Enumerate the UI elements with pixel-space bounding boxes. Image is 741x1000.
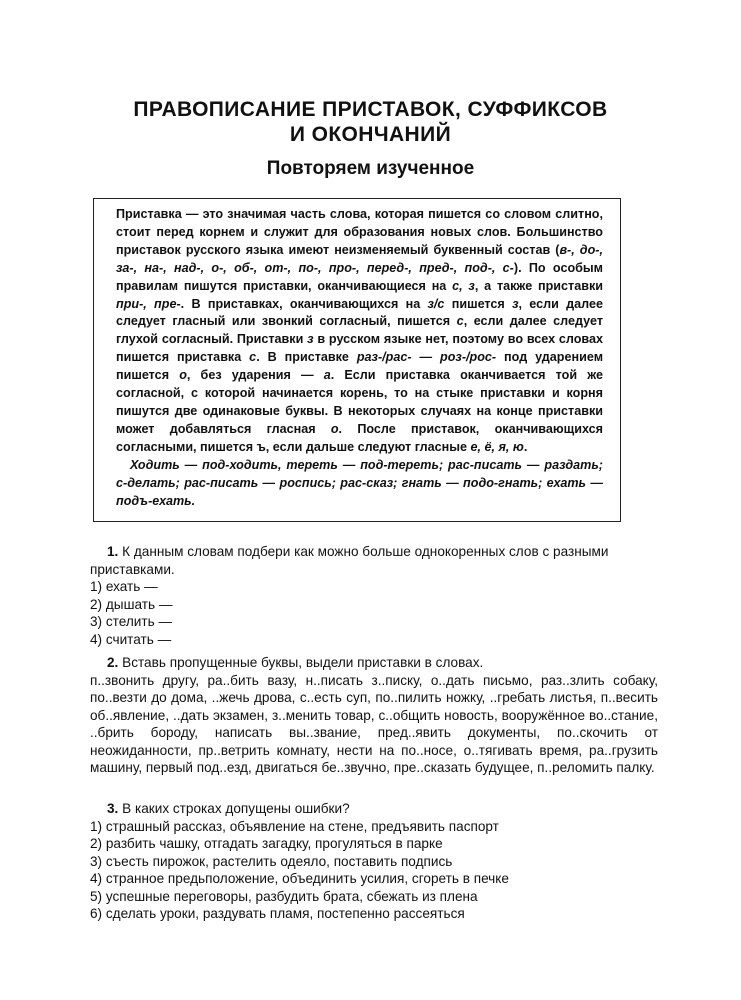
rule-text-part: . После приставок, оканчивающихся согласными, пишется ъ, если дальше следуют гласные — [116, 421, 603, 454]
task-number: 3. — [107, 801, 119, 816]
task-question-text: К данным словам подбери как можно больше однокоренных слов с разными приставками. — [90, 544, 609, 577]
list-item: 2) разбить чашку, отгадать загадку, прогуляться в парке — [90, 836, 443, 851]
rule-text-part: . В приставке — [256, 350, 357, 365]
prefix-list: при-, пре- — [116, 296, 181, 311]
rule-text-part: , если далее следует гласный или звонкий согласный, пишется — [116, 296, 604, 329]
rule-text-part: , если далее следует глухой согласный. Приставки — [116, 314, 603, 347]
task-items — [90, 578, 658, 648]
rule-text-part: под ударением пишется — [116, 350, 604, 383]
page-title-line-1: ПРАВОПИСАНИЕ ПРИСТАВОК, СУФФИКСОВ — [133, 98, 608, 121]
rule-text-part: ). По особым правилам пишутся приставки, оканчивающиеся на — [116, 260, 603, 293]
list-item: 4) считать — — [90, 631, 172, 647]
list-item: 2) дышать — — [90, 596, 173, 612]
task-question — [90, 543, 658, 578]
rule-text-part: в русском языке нет, поэтому во всех словах пишется приставка — [116, 332, 603, 365]
section-subtitle: Повторяем изученное — [266, 158, 475, 179]
task-number: 2. — [107, 655, 119, 670]
rule-text-part: , а также приставки — [474, 278, 603, 293]
list-item: 1) ехать — — [90, 579, 158, 594]
list-item: 3) стелить — — [90, 614, 173, 629]
list-item: 3) съесть пирожок, растелить одеяло, поставить подпись — [90, 853, 453, 869]
task-3 — [90, 800, 658, 923]
task-question-text: Вставь пропущенные буквы, выдели приставки в словах. — [122, 655, 484, 670]
list-item: 4) странное предьположение, объединить усилия, сгореть в печке — [90, 871, 509, 886]
list-item: 5) успешные переговоры, разбудить брата, сбежать из плена — [90, 888, 478, 904]
task-1 — [90, 543, 658, 648]
rule-text-part: . Если приставка оканчивается той же согласной, с которой начинается корень, то на стыке приставки и корня пишутся две одинаковые буквы. В некоторых случаях на конце приставки может добавляться гласная — [116, 368, 603, 436]
rule-examples: Ходить — под-ходить, тереть — под-тереть; рас-писать — раздать; с-делать; рас-писать — роспись; рас-сказ; гнать — подо-гнать; ехать — подъ-ехать. — [116, 457, 603, 508]
letter-highlight: о — [179, 368, 187, 383]
rule-text-part: Приставка — это значимая часть слова, которая пишется со словом слитно, стоит перед корнем и служит для образования новых слов. Большинство приставок русского языка имеют неизменяемый буквенный состав ( — [116, 207, 603, 257]
task-exercise-text: п..звонить другу, ра..бить вазу, н..писать з..писку, о..дать письмо, раз..злить собаку, по..везти до дома, ..жечь дрова, с..есть суп, по..пилить ножку, ..гребать листья, п..весить об..явление, ..дать экзамен, з..менить товар, с..общить новость, вооружённое во..стание, ..брить бороду, написать вы..звание, пред..явить документы, по..скочить от неожиданности, пр..ветрить комнату, нести на по..носе, о..тягивать время, ра..грузить машину, первый под..езд, двигаться бе..звучно, пре..сказать будущее, п..реломить палку. — [90, 672, 658, 775]
rule-text-part: пишется — [444, 296, 513, 311]
letter-highlight: о — [330, 421, 339, 436]
rule-text-part: . — [523, 439, 528, 454]
rule-text-part: , без ударения — — [186, 368, 324, 383]
letter-highlight: а — [323, 368, 331, 383]
task-question — [90, 800, 658, 818]
task-number: 1. — [107, 544, 119, 559]
task-items — [90, 818, 658, 923]
page-title-line-2: И ОКОНЧАНИЙ — [289, 123, 452, 146]
rule-box — [116, 206, 603, 510]
letter-highlight: з/с — [427, 296, 445, 311]
letter-highlight: с — [249, 350, 257, 365]
page-title — [0, 97, 741, 147]
letter-highlight: з — [307, 332, 314, 347]
prefix-list: раз-/рас- — роз-/рос- — [356, 350, 497, 365]
task-question-text: В каких строках допущены ошибки? — [122, 801, 350, 816]
task-question — [90, 654, 658, 672]
letter-highlight: с — [456, 314, 464, 329]
rule-text-part: . В приставках, оканчивающихся на — [180, 296, 428, 311]
list-item: 1) страшный рассказ, объявление на стене, предъявить паспорт — [90, 818, 499, 834]
letter-highlight: з — [512, 296, 519, 311]
task-2 — [90, 654, 658, 777]
letter-highlight: е, ё, я, ю — [470, 439, 524, 454]
letter-highlight: с, з — [452, 278, 475, 293]
list-item: 6) сделать уроки, раздувать пламя, постепенно рассеяться — [90, 906, 465, 921]
rule-paragraph — [116, 206, 603, 457]
prefix-list: в-, до-, за-, на-, над-, о-, об-, от-, по-, про-, перед-, пред-, под-, с- — [116, 242, 603, 275]
